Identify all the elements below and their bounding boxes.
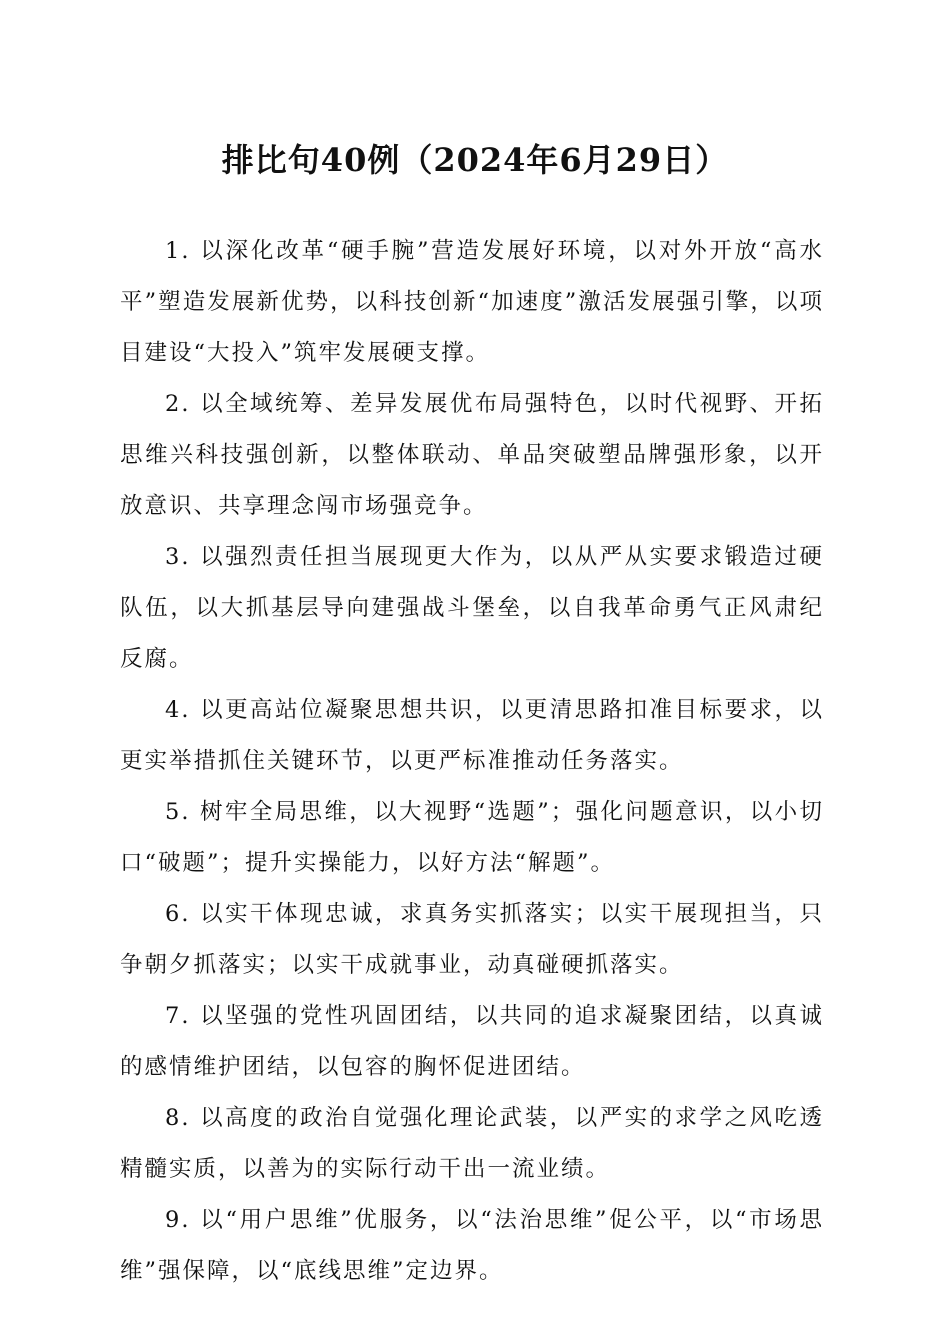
paragraph-5: 5. 树牢全局思维，以大视野“选题”；强化问题意识，以小切口“破题”；提升实操能力，以好方法“解题”。 [120,799,824,876]
paragraph-7: 7. 以坚强的党性巩固团结，以共同的追求凝聚团结，以真诚的感情维护团结，以包容的胸怀促进团结。 [120,1003,824,1080]
document-title: 排比句40例（2024年6月29日） [221,141,729,179]
paragraph-8: 8. 以高度的政治自觉强化理论武装，以严实的求学之风吃透精髓实质，以善为的实际行动干出一流业绩。 [120,1105,824,1182]
paragraph-2: 2. 以全域统筹、差异发展优布局强特色，以时代视野、开拓思维兴科技强创新，以整体联动、单品突破塑品牌强形象，以开放意识、共享理念闯市场强竞争。 [120,391,824,519]
paragraph-1: 1. 以深化改革“硬手腕”营造发展好环境，以对外开放“高水平”塑造发展新优势，以科技创新“加速度”激活发展强引擎，以项目建设“大投入”筑牢发展硬支撑。 [120,238,824,366]
paragraph-9: 9. 以“用户思维”优服务，以“法治思维”促公平，以“市场思维”强保障，以“底线思维”定边界。 [120,1207,824,1284]
document-body [120,226,824,1297]
paragraph-3: 3. 以强烈责任担当展现更大作为，以从严从实要求锻造过硬队伍，以大抓基层导向建强战斗堡垒，以自我革命勇气正风肃纪反腐。 [120,544,824,672]
paragraph-4: 4. 以更高站位凝聚思想共识，以更清思路扣准目标要求，以更实举措抓住关键环节，以更严标准推动任务落实。 [120,697,824,774]
paragraph-6: 6. 以实干体现忠诚，求真务实抓落实；以实干展现担当，只争朝夕抓落实；以实干成就事业，动真碰硬抓落实。 [120,901,824,978]
